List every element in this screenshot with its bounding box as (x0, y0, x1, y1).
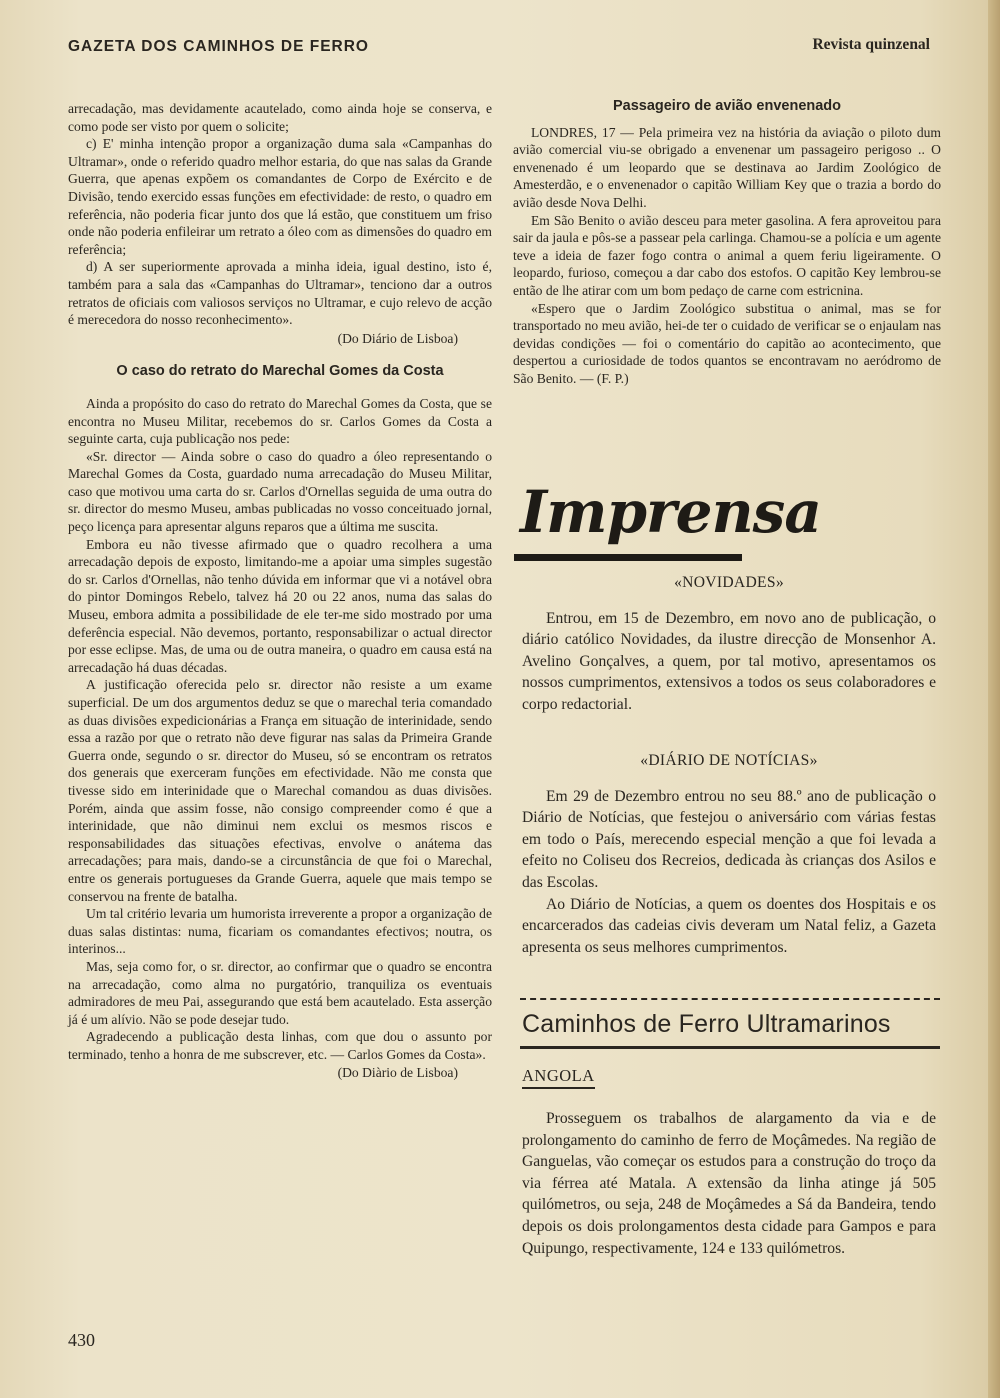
paragraph: Ao Diário de Notícias, a quem os doentes dos Hospitais e os encarcerados das cadeias civis deveram um Natal feliz, a Gazeta apresenta os seus melhores cumprimentos. (522, 895, 936, 956)
article-title: O caso do retrato do Marechal Gomes da Costa (116, 363, 444, 380)
paragraph: Prosseguem os trabalhos de alargamento da via e de prolongamento do caminho de ferro de Moçâmedes. Na região de Ganguelas, vão começar os estudos para a construção do troço da via férrea até Matala. A extensão da linha atinge já 505 quilómetros, ou seja, 248 de Moçâmedes a Sá da Bandeira, tendo depois os dois prolongamentos desta cidade para Gampos e para Quipungo, respectivamente, 124 e 133 quilómetros. (522, 1110, 936, 1257)
page-header (68, 38, 930, 62)
diario-noticias-block (522, 750, 936, 958)
divider (520, 998, 940, 1000)
page-number: 430 (68, 1330, 95, 1350)
page-edge (988, 0, 1000, 1398)
paragraph: arrecadação, mas devidamente acautelado, como ainda hoje se conserva, e como pode ser visto por quem o solicite; (68, 101, 492, 134)
paragraph: Embora eu não tivesse afirmado que o quadro recolhera a uma arrecadação depois de exposto, limitando-me a apoiar uma simples sugestão do sr. Carlos d'Ornellas, não tenho dúvida em informar que vi a notável obra do pintor Domingos Rebelo, talvez há 20 ou 22 anos, numa das salas do Museu, embora admita a possibilidade de ele ter-me sido mostrado por uma deferência especial. Não devemos, portanto, responsabilizar o actual director por esse eclipse. Mas, de uma ou de outra maneira, o quadro em causa está na arrecadação há duas décadas. (68, 536, 492, 675)
section-underline (520, 1046, 940, 1049)
publication-title: GAZETA DOS CAMINHOS DE FERRO (68, 38, 369, 55)
paragraph: Em 29 de Dezembro entrou no seu 88.º ano de publicação o Diário de Notícias, que festejou o aniversário com várias festas em todo o País, merecendo especial menção a que foi levada a efeito no Coliseu dos Recreios, dedicada às crianças dos Asilos e das Escolas. (522, 787, 936, 891)
section-banner-imprensa (514, 478, 942, 568)
section-title: Imprensa (520, 478, 821, 546)
paragraph: Em São Benito o avião desceu para meter gasolina. A fera aproveitou para sair da jaula e pôs-se a passear pela carlinga. Chamou-se a polícia e um agente teve a ideia de fazer fogo contra o animal a quem feriu ligeiramente. O leopardo, furioso, começou a dar cabo dos estofos. O capitão Key lembrou-se então de lhe atirar com um bom pedaço de carne com estricnina. (513, 212, 941, 298)
paragraph: «Espero que o Jardim Zoológico substitua o animal, mas se for transportado no meu avião, hei-de ter o cuidado de verificar se o enjaulam nas devidas condições — foi o comentário do capitão ao acontecimento, que despertou a curiosidade de todos quantos se encontravam no aeródromo de São Benito. — (F. P.) (513, 300, 941, 386)
right-column-top (513, 98, 941, 388)
left-column (68, 100, 492, 1082)
novidades-block (522, 572, 936, 716)
article-title: Passageiro de avião envenenado (612, 98, 842, 114)
source-signature: (Do Diàrio de Lisboa) (337, 1065, 458, 1081)
paragraph: c) E' minha intenção propor a organização duma sala «Campanhas do Ultramar», onde o referido quadro melhor estaria, do que nas salas da Grande Guerra, que apenas expõem os comandantes de Corpo de Exército e de Divisão, tendo exercido essas funções em efectividade: de resto, o quadro em referência, não poderia ficar junto dos que lá estão, que constituem um friso onde não poderia enfileirar um retrato a óleo com as dimensões do quadro em referência; (68, 136, 492, 257)
section-title: Caminhos de Ferro Ultramarinos (522, 1010, 891, 1038)
subsection-title: «NOVIDADES» (674, 574, 784, 591)
section-underline (514, 554, 742, 561)
paragraph: d) A ser superiormente aprovada a minha ideia, igual destino, isto é, também para a sala das «Campanhas do Ultramar», tenciono dar a outros retratos de oficiais com valiosos serviços no Ultramar, e cujo relevo de acção é merecedora do nosso reconhecimento». (68, 259, 492, 328)
subsection-title: ANGOLA (522, 1066, 595, 1089)
paragraph: Ainda a propósito do caso do retrato do Marechal Gomes da Costa, que se encontra no Museu Militar, recebemos do sr. Carlos Gomes da Costa a seguinte carta, cuja publicação nos pede: (68, 395, 492, 447)
paragraph: A justificação oferecida pelo sr. director não resiste a um exame superficial. De um dos argumentos deduz se que o marechal teria comandado as duas divisões expedicionárias a França em situação de interinidade, sendo essa a razão por que o retrato não deve figurar nas salas da Primeira Grande Guerra onde, segundo o sr. director do Museu, só se encontram os retratos dos generais que exerceram funções em efectividade. Não me consta que tivesse sido em interinidade que o Marechal comandou as duas divisões. Porém, ainda que assim fosse, não consigo compreender como é que a interinidade, que não diminui nem exclui os mesmos riscos e responsabilidades das situações efectivas, envolve o anátema das arrecadações; para mais, dando-se a circunstância de que foi o Marechal, entre os generais portugueses da Grande Guerra, aquele que mais tempo se conservou na frente de batalha. (68, 677, 492, 904)
subsection-title: «DIÁRIO DE NOTÍCIAS» (640, 752, 818, 769)
paragraph: Mas, seja como for, o sr. director, ao confirmar que o quadro se encontra na arrecadação, como alma no purgatório, tranquiliza os eventuais admiradores de meu Pai, assegurando que está bem acautelado. Esta asserção já é um alívio. Não se pode desejar tudo. (68, 958, 492, 1027)
paragraph: «Sr. director — Ainda sobre o caso do quadro a óleo representando o Marechal Gomes da Costa, guardado numa arrecadação do Museu Militar, caso que motivou uma carta do sr. Carlos d'Ornellas seguida de uma outra do sr. director do mesmo Museu, ambas publicadas no vosso conceituado jornal, peço licença para apresentar alguns reparos que a última me suscita. (68, 448, 492, 535)
paragraph: LONDRES, 17 — Pela primeira vez na história da aviação o piloto dum avião comercial viu-se obrigado a envenenar um passageiro perigoso .. O envenenado é um leopardo que se destinava ao Jardim Zoológico de Amesterdão, e o envenenador o capitão William Key que o trazia a bordo do avião desde Nova Delhi. (513, 124, 941, 210)
paragraph: Agradecendo a publicação desta linhas, com que dou o assunto por terminado, tenho a honra de me subscrever, etc. — Carlos Gomes da Costa». (68, 1029, 492, 1062)
paragraph: Um tal critério levaria um humorista irreverente a propor a organização de duas salas distintas: numa, ficariam os comandantes efectivos; noutra, os interinos... (68, 906, 492, 957)
paragraph: Entrou, em 15 de Dezembro, em novo ano de publicação, o diário católico Novidades, da ilustre direcção de Monsenhor A. Avelino Gonçalves, a quem, por tal motivo, apresentamos os nossos cumprimentos, extensivos a todos os seus colaboradores e corpo redactorial. (522, 609, 936, 713)
angola-block (522, 1108, 936, 1259)
source-signature: (Do Diário de Lisboa) (337, 330, 458, 346)
publication-subtitle: Revista quinzenal (812, 36, 930, 53)
